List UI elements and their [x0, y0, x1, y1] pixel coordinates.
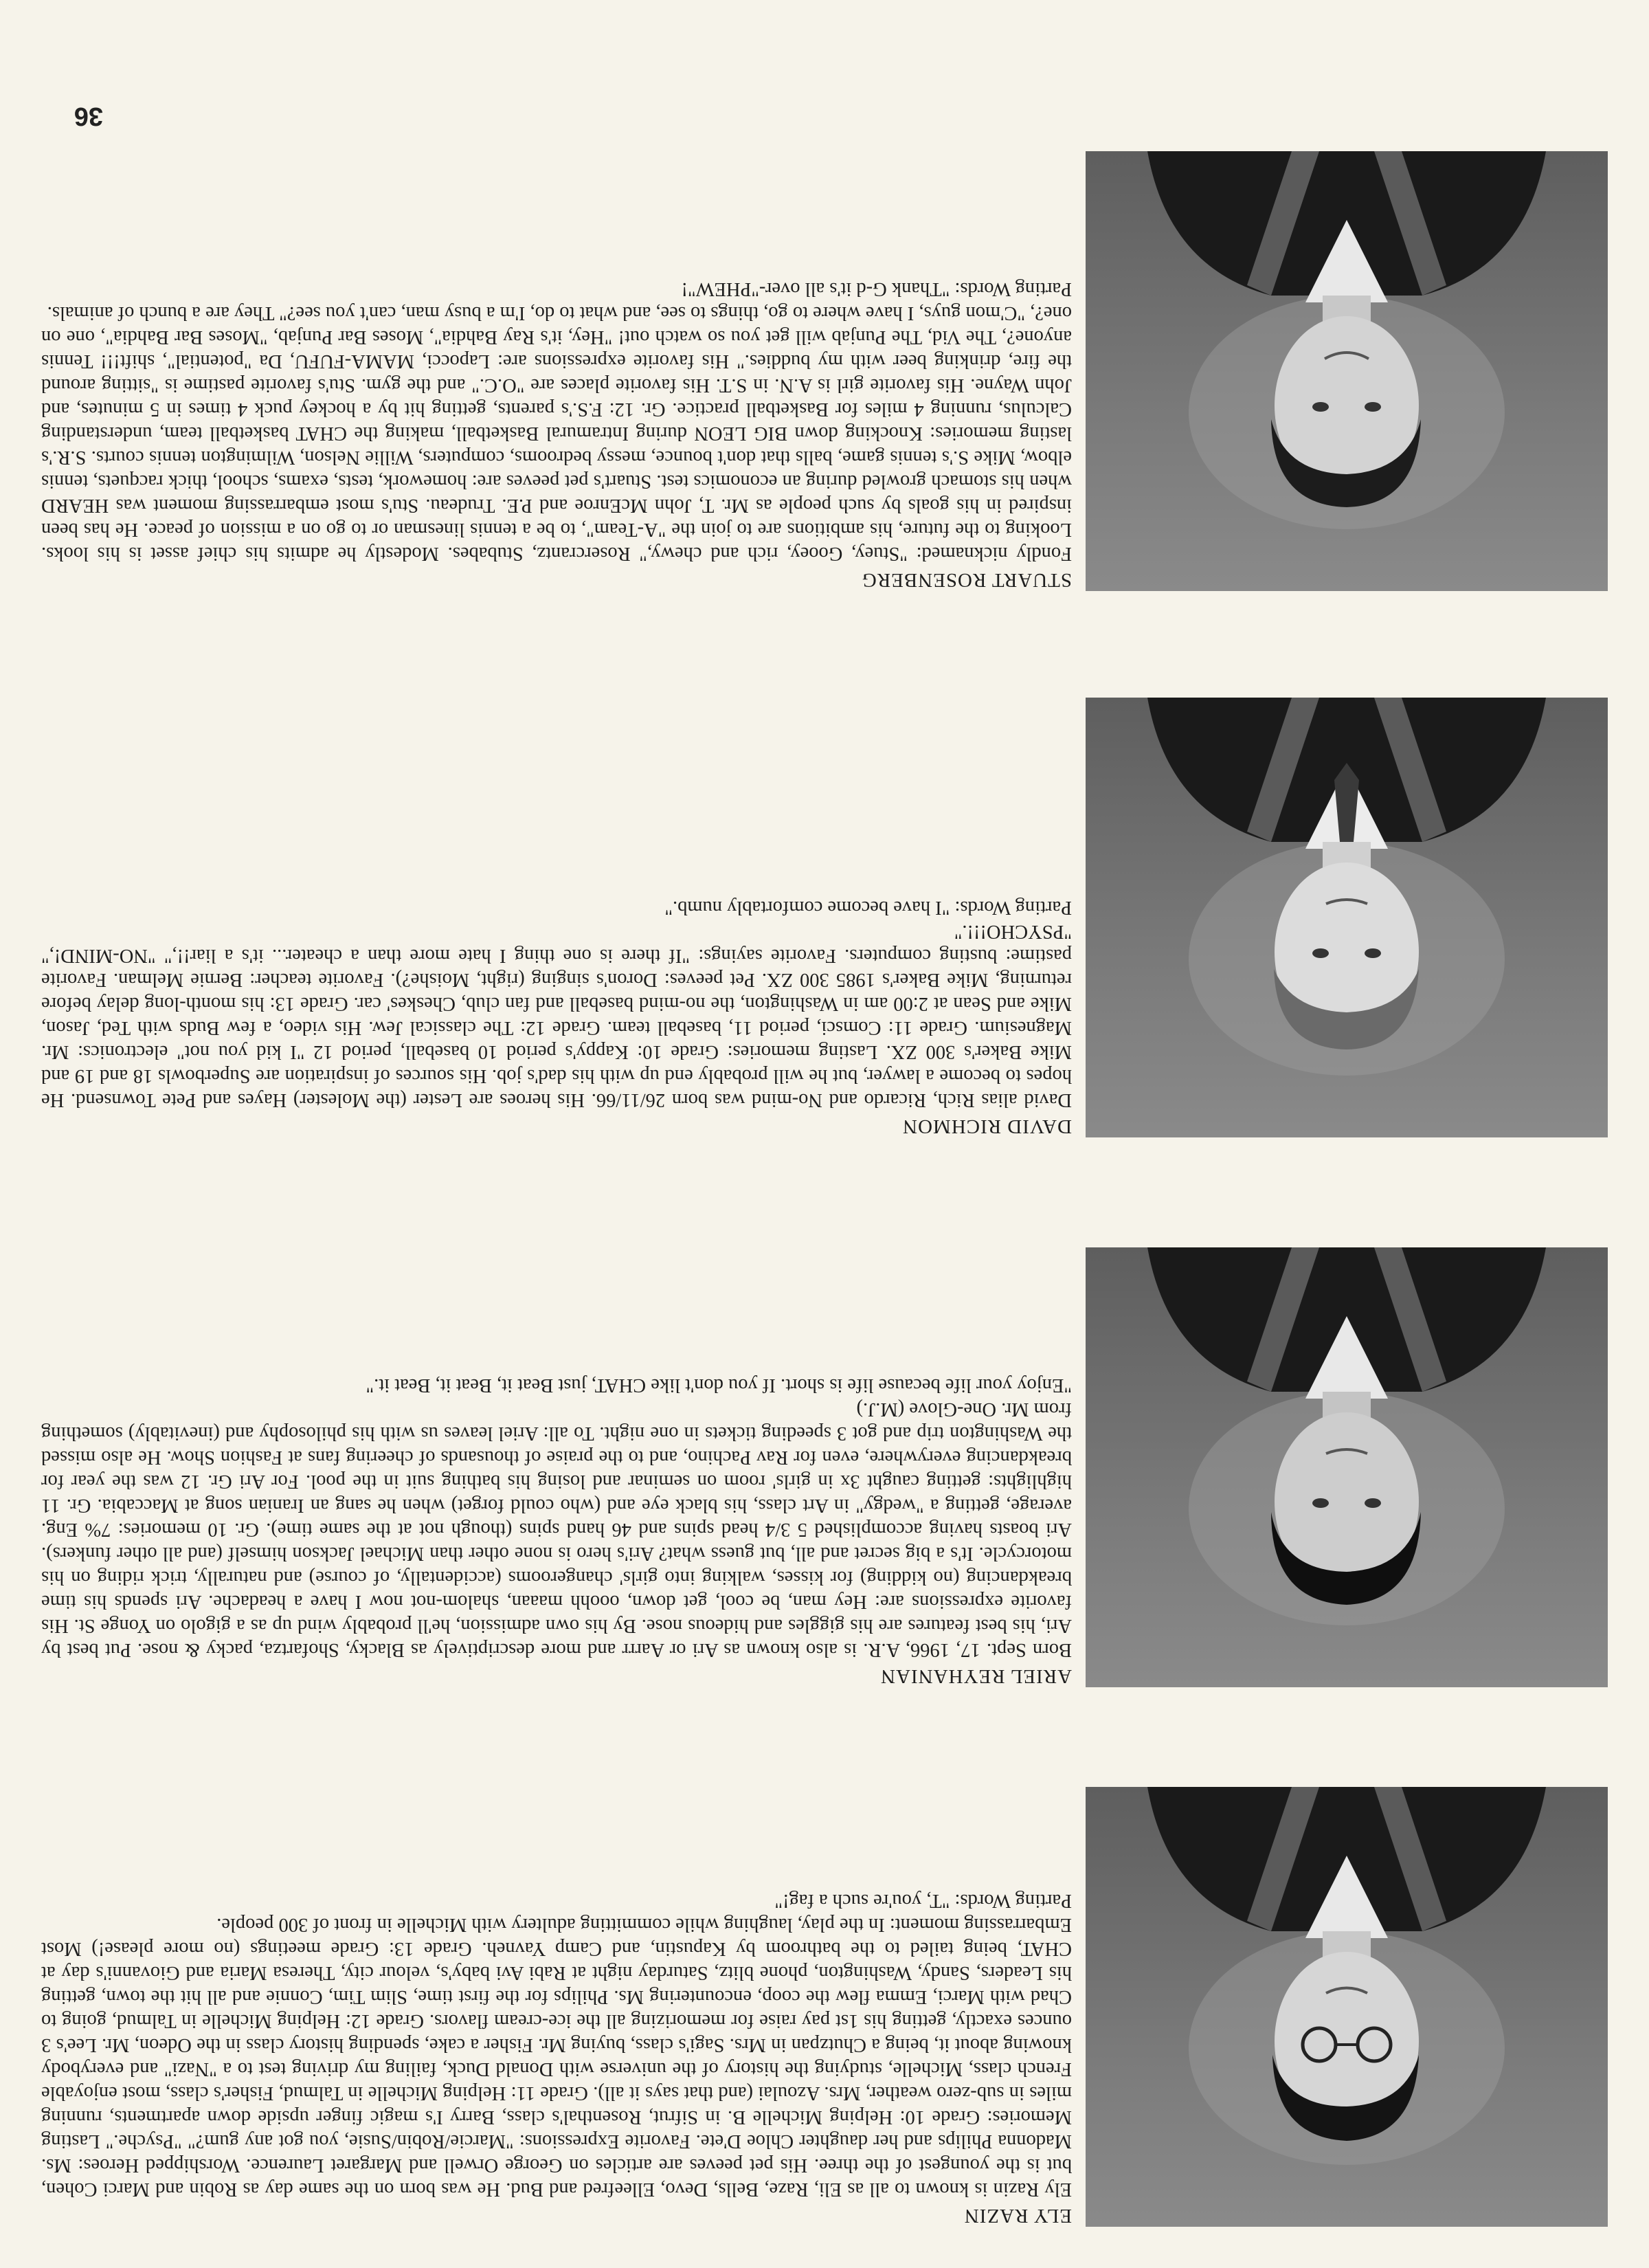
student-entry-ariel-reyhanian [41, 1373, 1072, 1687]
student-bio: Fondly nicknamed: "Stuey, Gooey, rich and chewy," Rosercrantz, Stubabes. Modestly he admits his chief asset is his looks. Looking to the future, his ambitions are to join the "A-Team", to be a tennis linesman or to go on a mission of peace. He has been inspired in his goals by such people as Mr. T, John McEnroe and P.E. Trudeau. Stu's most embarrassing moment was HEARD when his stomach growled during an economics test. Stuart's pet peeves are: homework, tests, exams, school, thick racquets, tennis elbow, Mike S.'s tennis game, balls that don't bounce, messy bedrooms, computers, Willie Nelson, Wilmington tennis courts. S.R.'s lasting memories: Knocking down BIG LEON during Intramural Basketball, making the CHAT basketball team, understanding Calculus, running 4 miles for Basketball practice. Gr. 12: F.S.'s parents, getting hit by a hockey puck 4 times in 5 minutes, and John Wayne. His favorite girl is A.N. in S.T. His favorite places are "O.C." and the gym. Stu's favorite pastime is "sitting around the fire, drinking beer with my buddies." His favorite expressions are: Lapocci, MAMA-FUFU, Da "potential", shift!!! Tennis anyone?, The Vid, The Punjab will get you so watch out! "Hey, it's Ray Bahdia", Moses Bar Punjab, "Moses Bar Bahdia", one on one?, "C'mon guys, I have where to go, things to see, and what to do, I'm a busy man, can't you see?" They are a bunch of animals. [41, 302, 1072, 564]
student-entry-david-richmon [41, 896, 1072, 1137]
student-name: ELY RAZIN [963, 2205, 1072, 2227]
student-entry-ely-razin [41, 1889, 1072, 2227]
parting-words: Parting Words: "I have become comfortably numb." [664, 897, 1072, 918]
student-bio: Born Sept. 17, 1966, A.R. is also known as Ari or Aarrr and more descriptively as Blacky, Shofartza, packy & nose. Put best by Ari, his best features are his giggles and hideous nose. By his own admission, he'll probably wind up as a gigolo on Yonge St. His favorite expressions are: Hey man, be cool, get down, ooohh maaan, shalom-not now I have a headache. Ari spends his time breakdancing (no kidding) for kisses, walking into girls' changerooms (accidentally, of course) and naturally, trick riding on his motorcycle. It's a big secret and all, but guess what? Ari's hero is none other than Michael Jackson himself (and all other funkers). Ari boasts having accomplished 5 3/4 head spins and 46 hand spins (though not at the same time). Gr. 10 memories: 7% Eng. average, getting a "wedgy" in Art class, his black eye and (who could forget) when he sang an Iranian song at Maccabia. Gr. 11 highlights: getting caught 3x in girls' room on seminar and losing his bathing suit in the pool. For Ari Gr. 12 was the year for breakdancing everywhere, even for Rav Pachino, and to the praise of thousands of cheering fans at Fashion Show. He also missed the Washington trip and got 3 speeding tickets in one night. To all: Ariel leaves us with his philosophy and (inevitably) something from Mr. One-Glove (M.J.) [41, 1399, 1072, 1660]
portrait-photo-stuart-rosenberg [1086, 151, 1608, 591]
student-name: ARIEL REYHANIAN [880, 1665, 1072, 1687]
student-bio: Ely Razin is known to all as Eli, Raze, Bells, Devo, Elleefred and Bud. He was born on the same day as Robin and Marci Cohen, but is the youngest of the three. His pet peeves are articles on George Orwell and Margaret Laurence. Worshipped Heroes: Ms. Madonna Philips and her daughter Chloe D'ete. Favorite Expressions: "Marcie/Robin/Susie, you got any gum?" "Psyche." Lasting Memories: Grade 10: Helping Michelle B. in Sifrut, Rosenthal's class, Barry I's magic finger upside down apartments, running miles in sub-zero weather, Mrs. Azoulai (and that says it all). Grade 11: Helping Michelle in Talmud, Fisher's class, most enjoyable French class, Michelle, studying the history of the universe with Donald Duck, failing my driving test to a "Nazi" and everybody knowing about it, being a Chutzpan in Mrs. Sagi's class, buying Mr. Fisher a cake, spending history class in the Odeon, Mr. Lee's 3 ounces exactly, getting his 1st pay raise for memorizing all the ice-cream flavors. Grade 12: Helping Michelle in Talmud, going to Chad with Marci, Emma flew the coop, encountering Ms. Philips for the first time, Slim Tim, Connie and all hit the town, getting his Leaders, Sandy, Washington, phone blitz, Saturday night at Rabi Avi baby's, velour city, Theresa Maria and Giovanni's day at CHAT, being tailed to the bathroom by Kapustin, and Camp Yavneh. Grade 13: Grade meetings (no more please!) Most Embarrassing moment: In the play, laughing while committing adultery with Michelle in front of 300 people. [41, 1914, 1072, 2200]
portrait-figure [1086, 1247, 1608, 1687]
portrait-figure [1086, 151, 1608, 591]
portrait-figure-tie [1086, 698, 1608, 1137]
student-entry-stuart-rosenberg [41, 277, 1072, 591]
portrait-photo-david-richmon [1086, 698, 1608, 1137]
student-name: STUART ROSENBERG [861, 569, 1072, 591]
portrait-photo-ely-razin [1086, 1787, 1608, 2227]
parting-words: "Enjoy your life because life is short. If you don't like CHAT, just Beat it, Beat it, Beat it." [366, 1375, 1072, 1396]
student-name: DAVID RICHMON [902, 1115, 1072, 1137]
page-number: 36 [74, 102, 103, 131]
portrait-photo-ariel-reyhanian [1086, 1247, 1608, 1687]
student-bio: David alias Rich, Ricardo and No-mind was born 26/11/66. His heroes are Lester (the Molester) Hayes and Pete Townsend. He hopes to become a lawyer, but he will probably end up with his dad's job. His sources of inspiration are Superbowls 18 and 19 and Mike Baker's 300 ZX. Lasting memories: Grade 10: Kappy's period 10 baseball, period 12 "I kid you not" electronics: Mr. Magnesium. Grade 11: Comsci, period 11, baseball team. Grade 12: The classical Jew. His video, a few Buds with Ted, Jason, Mike and Sean at 2:00 am in Washington, the no-mind baseball and fan club, Cheskes' car. Grade 13: his month-long delay before returning, Mike Baker's 1985 300 ZX. Pet peeves: Doron's singing (right, Moishe?). Favorite teacher: Bernie Melman. Favorite pastime: busting computers. Favorite sayings: "If there is one thing I hate more than a cheater... it's a liar!!," "NO-MIND!," "PSYCHO!!!." [41, 921, 1072, 1111]
parting-words: Parting Words: "Thank G-d it's all over-"PHEW"! [681, 278, 1072, 300]
portrait-figure-glasses [1086, 1787, 1608, 2227]
parting-words: Parting Words: "T, you're such a fag!" [774, 1890, 1072, 1911]
